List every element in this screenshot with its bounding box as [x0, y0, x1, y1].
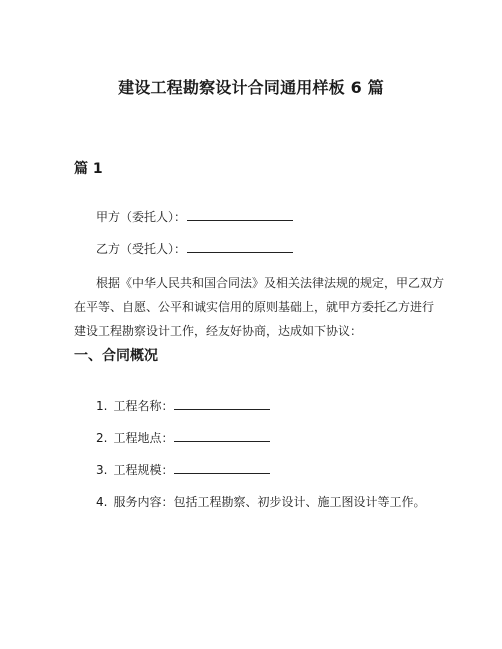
list-item-blank	[174, 430, 270, 442]
heading-contract-overview: 一、合同概况	[74, 348, 158, 364]
list-item-label: 工程地点：	[113, 431, 174, 445]
party-a-label: 甲方（委托人）：	[96, 210, 187, 224]
list-item-blank	[174, 462, 270, 474]
party-a-line	[96, 209, 293, 225]
section-title: 篇 1	[74, 161, 103, 177]
intro-line: 在平等、自愿、公平和诚实信用的原则基础上，就甲方委托乙方进行	[74, 300, 435, 314]
list-item-number: 3.	[96, 463, 108, 477]
intro-paragraph	[74, 271, 445, 343]
document-title: 建设工程勘察设计合同通用样板 6 篇	[118, 78, 384, 97]
party-b-line	[96, 241, 293, 257]
list-item-number: 2.	[96, 431, 108, 445]
intro-line: 建设工程勘察设计工作，经友好协商，达成如下协议：	[74, 324, 363, 338]
list-item-number: 1.	[96, 399, 108, 413]
intro-line: 根据《中华人民共和国合同法》及相关法律法规的规定，甲乙双方	[96, 276, 445, 290]
list-item	[96, 462, 425, 494]
list-item-number: 4.	[96, 495, 108, 509]
party-b-blank	[187, 241, 293, 253]
list-item	[96, 494, 425, 526]
party-a-blank	[187, 209, 293, 221]
list-item-label: 服务内容：包括工程勘察、初步设计、施工图设计等工作。	[113, 495, 426, 509]
list-item	[96, 430, 425, 462]
overview-list	[96, 398, 425, 526]
list-item	[96, 398, 425, 430]
party-b-label: 乙方（受托人）：	[96, 242, 187, 256]
list-item-label: 工程名称：	[113, 399, 174, 413]
list-item-blank	[174, 398, 270, 410]
list-item-label: 工程规模：	[113, 463, 174, 477]
